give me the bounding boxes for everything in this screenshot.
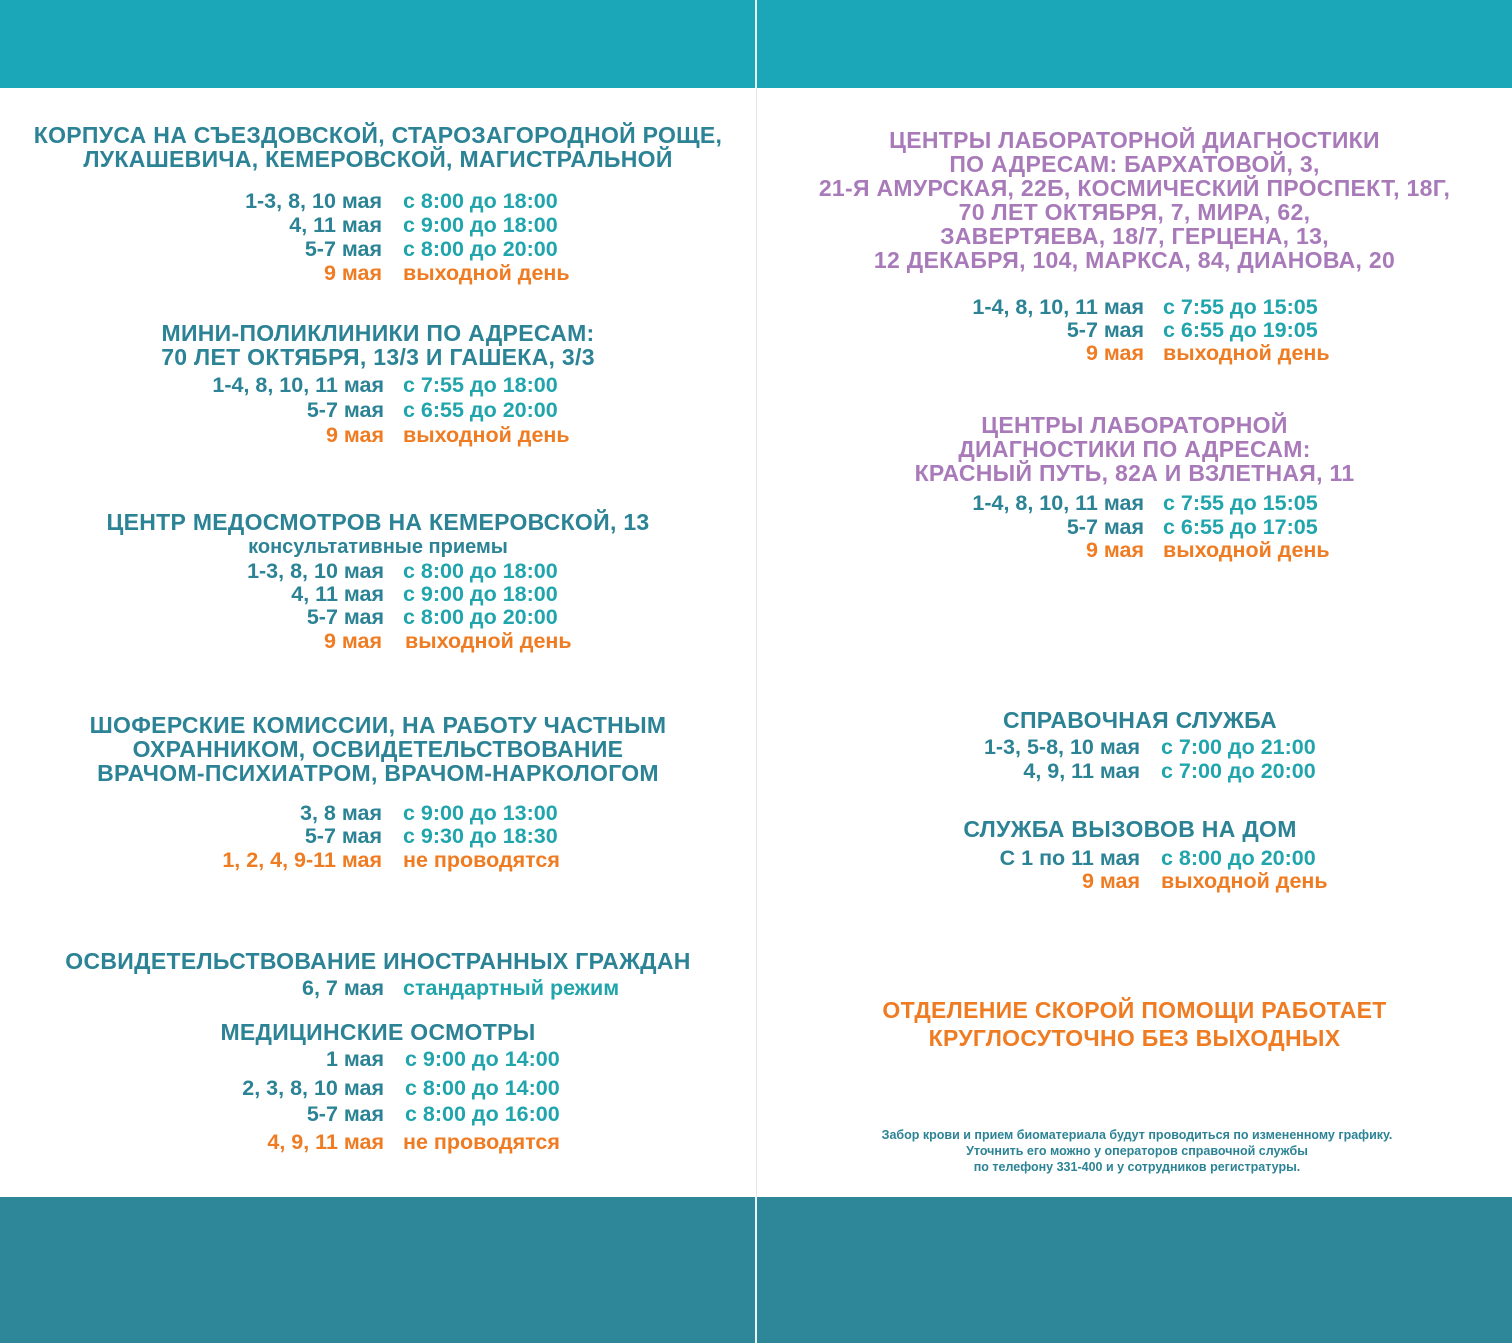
section-title: ЦЕНТРЫ ЛАБОРАТОРНОЙ ДИАГНОСТИКИ ПО АДРЕСАМ: КРАСНЫЙ ПУТЬ, 82А И ВЗЛЕТНАЯ, 11 (914, 412, 1355, 486)
schedule-row-dayoff: 1, 2, 4, 9-11 мая не проводятся (222, 848, 560, 872)
section-title: СЛУЖБА ВЫЗОВОВ НА ДОМ (963, 816, 1297, 842)
section-subtitle: консультативные приемы (248, 536, 508, 558)
schedule-row-dayoff: 9 мая выходной день (323, 629, 572, 653)
section-title: ОСВИДЕТЕЛЬСТВОВАНИЕ ИНОСТРАННЫХ ГРАЖДАН (65, 948, 691, 974)
schedule-row: 4, 11 мая с 9:00 до 18:00 (291, 582, 558, 606)
schedule-row: 1-4, 8, 10, 11 мая с 7:55 до 15:05 (972, 295, 1318, 319)
schedule-row: 1-3, 8, 10 мая с 8:00 до 18:00 (245, 189, 558, 213)
schedule-row: 2, 3, 8, 10 мая с 8:00 до 14:00 (242, 1076, 560, 1100)
schedule-row-dayoff: 9 мая выходной день (323, 261, 570, 285)
schedule-row: 5-7 мая с 6:55 до 19:05 (1066, 318, 1318, 342)
schedule-row: 1 мая с 9:00 до 14:00 (325, 1047, 560, 1071)
section-title: МИНИ-ПОЛИКЛИНИКИ ПО АДРЕСАМ: 70 ЛЕТ ОКТЯБРЯ, 13/3 И ГАШЕКА, 3/3 (161, 320, 595, 370)
schedule-row: 5-7 мая с 6:55 до 20:00 (306, 398, 558, 422)
schedule-row-dayoff: 9 мая выходной день (1085, 538, 1330, 562)
schedule-row: 1-3, 5-8, 10 мая с 7:00 до 21:00 (983, 735, 1316, 759)
section-title: ЦЕНТРЫ ЛАБОРАТОРНОЙ ДИАГНОСТИКИ ПО АДРЕСАМ: БАРХАТОВОЙ, 3, 21-Я АМУРСКАЯ, 22Б, КОСМИЧЕСКИЙ ПРОСПЕКТ, 18Г, 70 ЛЕТ ОКТЯБРЯ, 7, МИРА, 62, ЗАВЕРТЯЕВА, 18/7, ГЕРЦЕНА, 13, 12 ДЕКАБРЯ, 104, МАРКСА, 84, ДИАНОВА, 20 (818, 127, 1451, 273)
schedule-row: 5-7 мая с 8:00 до 20:00 (304, 237, 558, 261)
schedule-row: 1-3, 8, 10 мая с 8:00 до 18:00 (247, 559, 558, 583)
schedule-row: С 1 по 11 мая с 8:00 до 20:00 (999, 846, 1316, 870)
section-title: КОРПУСА НА СЪЕЗДОВСКОЙ, СТАРОЗАГОРОДНОЙ РОЩЕ, ЛУКАШЕВИЧА, КЕМЕРОВСКОЙ, МАГИСТРАЛЬНОЙ (33, 122, 723, 172)
schedule-row: 5-7 мая с 6:55 до 17:05 (1066, 515, 1318, 539)
schedule-row: 4, 11 мая с 9:00 до 18:00 (289, 213, 558, 237)
schedule-row: 4, 9, 11 мая с 7:00 до 20:00 (1023, 759, 1316, 783)
schedule-row-dayoff: 9 мая выходной день (1081, 869, 1328, 893)
section-title: ЦЕНТР МЕДОСМОТРОВ НА КЕМЕРОВСКОЙ, 13 (106, 509, 650, 535)
schedule-row: 1-4, 8, 10, 11 мая с 7:55 до 15:05 (972, 491, 1318, 515)
schedule-row: 6, 7 мая стандартный режим (302, 976, 620, 1000)
schedule-row: 1-4, 8, 10, 11 мая с 7:55 до 18:00 (212, 373, 558, 397)
section-title: МЕДИЦИНСКИЕ ОСМОТРЫ (220, 1019, 536, 1045)
schedule-row-dayoff: 4, 9, 11 мая не проводятся (267, 1130, 560, 1154)
section-title: СПРАВОЧНАЯ СЛУЖБА (1003, 707, 1277, 733)
footnote: Забор крови и прием биоматериала будут проводиться по измененному графику. Уточнить его можно у операторов справочной службы по телефону 331-400 и у сотрудников регистратуры. (881, 1128, 1393, 1174)
schedule-row: 3, 8 мая с 9:00 до 13:00 (300, 801, 558, 825)
schedule-row-dayoff: 9 мая выходной день (1085, 341, 1330, 365)
section-title: ШОФЕРСКИЕ КОМИССИИ, НА РАБОТУ ЧАСТНЫМ ОХРАННИКОМ, ОСВИДЕТЕЛЬСТВОВАНИЕ ВРАЧОМ-ПСИХИАТРОМ, ВРАЧОМ-НАРКОЛОГОМ (89, 712, 667, 786)
schedule-row-dayoff: 9 мая выходной день (325, 423, 570, 447)
schedule-row: 5-7 мая с 9:30 до 18:30 (304, 824, 558, 848)
schedule-row: 5-7 мая с 8:00 до 20:00 (306, 605, 558, 629)
schedule-row: 5-7 мая с 8:00 до 16:00 (306, 1102, 560, 1126)
emergency-notice: ОТДЕЛЕНИЕ СКОРОЙ ПОМОЩИ РАБОТАЕТ КРУГЛОСУТОЧНО БЕЗ ВЫХОДНЫХ (882, 997, 1387, 1051)
